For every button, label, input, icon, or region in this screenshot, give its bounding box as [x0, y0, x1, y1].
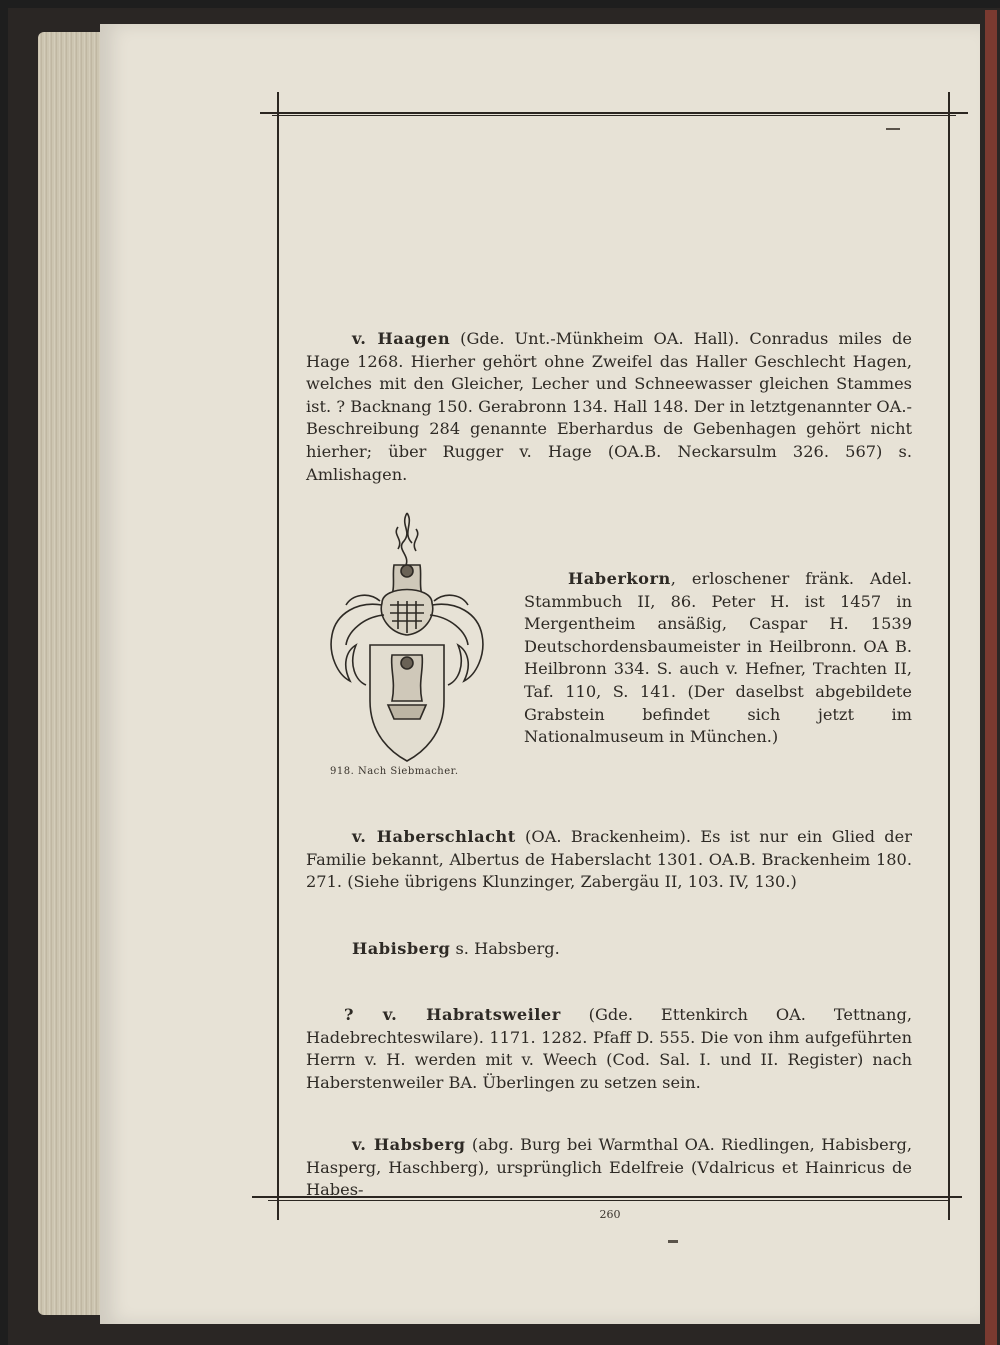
entry-heading: ? v. Habratsweiler — [344, 1005, 561, 1024]
frame-top-line — [260, 112, 968, 114]
entry-heading: v. Haberschlacht — [352, 827, 516, 846]
entry-text: (abg. Burg bei Warmthal OA. Riedlingen, Habisberg, Hasperg, Haschberg), ursprünglich Edelfreie (Vdalricus et Hainricus de Habes- — [306, 1135, 912, 1200]
entry-habsberg — [306, 1134, 912, 1202]
frame-right-line — [948, 92, 950, 1220]
entry-text: (Gde. Unt.-Münkheim OA. Hall). Conradus miles de Hage 1268. Hierher gehört ohne Zweifel das Haller Geschlecht Hagen, welches mit den Gleicher, Lecher und Schneewasser gleichen Stammes ist. ? Backnang 150. Gerabronn 134. Hall 148. Der in letztgenannter OA.-Beschreibung 284 genannte Eberhardus de Gebenhagen gehört nicht hierher; über Rugger v. Hage (OA.B. Neckarsulm 326. 567) s. Amlishagen. — [306, 329, 912, 484]
coat-of-arms-illustration — [312, 505, 502, 770]
entry-text: (OA. Brackenheim). Es ist nur ein Glied der Familie bekannt, Albertus de Haberslacht 1301. OA.B. Brackenheim 180. 271. (Siehe übrigens Klunzinger, Zabergäu II, 103. IV, 130.) — [306, 827, 912, 892]
entry-text: s. Habsberg. — [450, 939, 560, 958]
page-stack-edges — [38, 32, 108, 1315]
bottom-small-mark — [668, 1240, 678, 1243]
top-small-mark — [886, 128, 900, 130]
figure-caption: 918. Nach Siebmacher. — [330, 766, 459, 777]
entry-haberschlacht — [306, 826, 912, 894]
cover-spine-edge — [985, 10, 997, 1345]
frame-left-line — [277, 92, 279, 1220]
frame-top-line-inner — [272, 115, 956, 116]
page-number: 260 — [599, 1208, 621, 1221]
entry-heading: v. Habsberg — [352, 1135, 466, 1154]
entry-heading: Habisberg — [352, 939, 451, 958]
entry-text: , erloschener fränk. Adel. Stammbuch II, 86. Peter H. ist 1457 in Mergentheim ansäßig, Caspar H. 1539 Deutschordensbaumeister in Heilbronn. OA B. Heilbronn 334. S. auch v. Hefner, Trachten II, Taf. 110, S. 141. (Der daselbst abgebildete Grabstein befindet sich jetzt im Nationalmuseum in München.) — [524, 569, 912, 747]
entry-text: (Gde. Ettenkirch OA. Tettnang, Hadebrechteswilare). 1171. 1282. Pfaff D. 555. Die von ihm aufgeführten Herrn v. H. werden mit v. Weech (Cod. Sal. I. und II. Register) nach Haberstenweiler BA. Überlingen zu setzen sein. — [306, 1005, 912, 1092]
entry-habratsweiler — [306, 1004, 912, 1094]
entry-haagen — [306, 328, 912, 486]
entry-haberkorn — [524, 568, 912, 749]
entry-heading: v. Haagen — [352, 329, 451, 348]
entry-habisberg — [306, 938, 912, 961]
entry-heading: Haberkorn — [568, 569, 671, 588]
